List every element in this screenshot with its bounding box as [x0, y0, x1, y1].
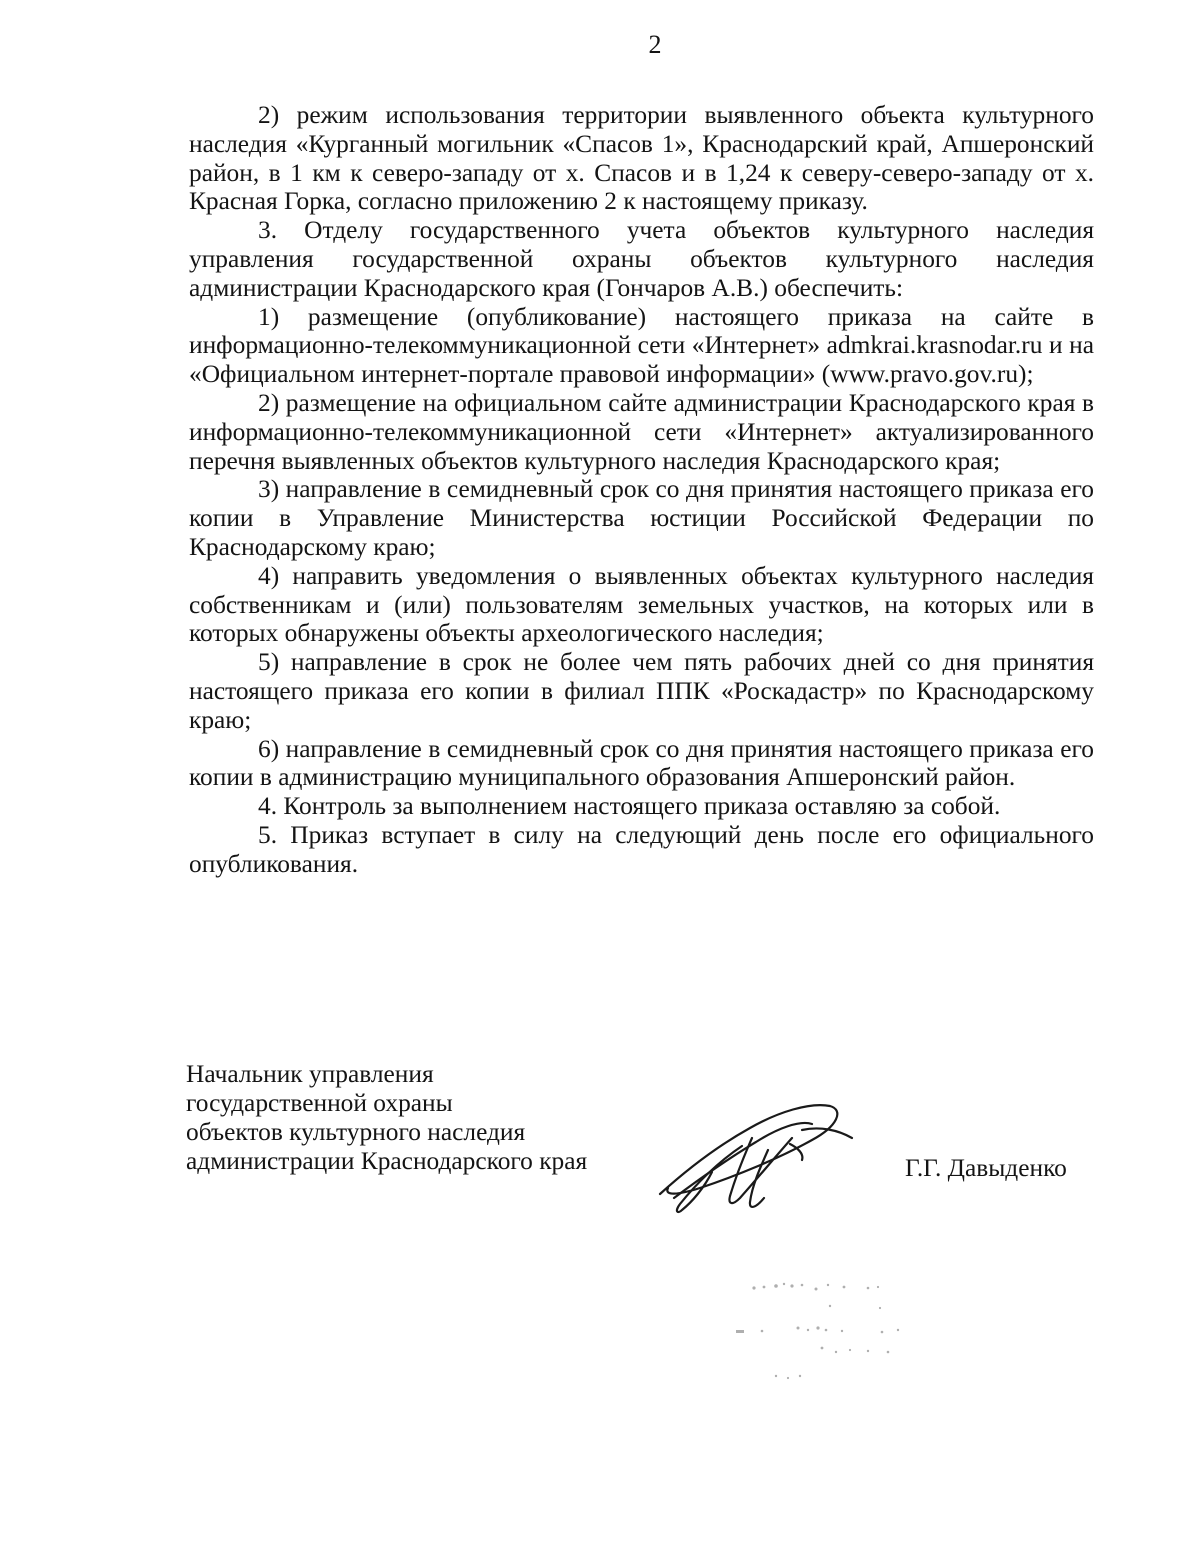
paragraph: 4. Контроль за выполнением настоящего приказа оставляю за собой. — [258, 792, 1001, 821]
document-body — [189, 101, 1094, 879]
signature-title-line: Начальник управления — [186, 1060, 434, 1088]
paragraph: 1) размещение (опубликование) настоящего приказа на сайте в информационно-телекоммуникационной сети «Интернет» admkrai.krasnodar.ru и на «Официальном интернет-портале правовой информации» (www.pravo.gov.ru); — [189, 302, 1094, 389]
paragraph: 2) режим использования территории выявленного объекта культурного наследия «Курганный могильник «Спасов 1», Краснодарский край, Апшеронский район, в 1 км к северо-западу от х. Спасов и в 1,24 к северу-северо-западу от х. Красная Горка, согласно приложению 2 к настоящему приказу. — [189, 101, 1094, 216]
paragraph: 5. Приказ вступает в силу на следующий день после его официального опубликования. — [189, 820, 1094, 878]
paragraph: 4) направить уведомления о выявленных объектах культурного наследия собственникам и (или) пользователям земельных участков, на которых или в которых обнаружены объекты археологического наследия; — [189, 561, 1094, 648]
page-number: 2 — [648, 30, 662, 59]
paragraph: 3. Отделу государственного учета объектов культурного наследия управления государственной охраны объектов культурного наследия администрации Краснодарского края (Гончаров А.В.) обеспечить: — [189, 216, 1094, 302]
signature-title-line: государственной охраны — [186, 1089, 453, 1117]
paragraph: 6) направление в семидневный срок со дня принятия настоящего приказа его копии в администрацию муниципального образования Апшеронский район. — [189, 734, 1094, 792]
paragraph: 5) направление в срок не более чем пять рабочих дней со дня принятия настоящего приказа его копии в филиал ППК «Роскадастр» по Краснодарскому краю; — [189, 648, 1094, 734]
signature-title-line: объектов культурного наследия — [186, 1118, 526, 1146]
handwritten-signature-icon — [652, 1098, 858, 1216]
signature-title-line: администрации Краснодарского края — [186, 1147, 588, 1175]
paragraph: 3) направление в семидневный срок со дня принятия настоящего приказа его копии в Управление Министерства юстиции Российской Федерации по Краснодарскому краю; — [189, 475, 1094, 561]
signer-name: Г.Г. Давыденко — [905, 1154, 1067, 1182]
paragraph: 2) размещение на официальном сайте администрации Краснодарского края в информационно-телекоммуникационной сети «Интернет» актуализированного перечня выявленных объектов культурного наследия Краснодарского края; — [189, 388, 1094, 475]
signature-title-block — [186, 1060, 587, 1176]
faded-stamp-icon — [718, 1268, 918, 1398]
